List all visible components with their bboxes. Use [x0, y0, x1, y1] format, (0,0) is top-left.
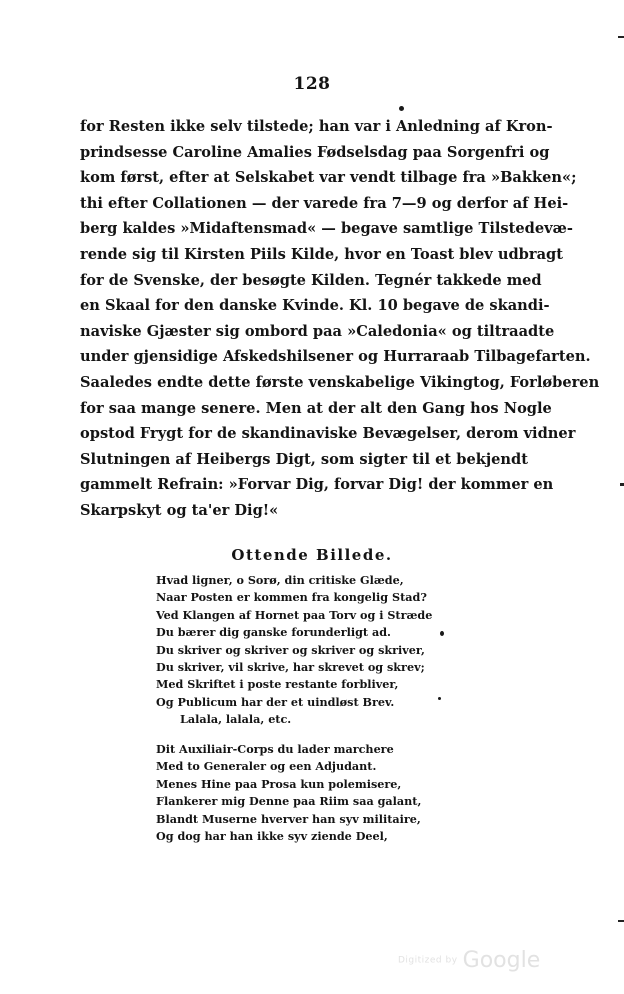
ink-speck [440, 631, 444, 636]
ink-speck [438, 697, 441, 700]
watermark-brand: Google [462, 948, 541, 973]
digitizer-watermark [398, 948, 540, 973]
verse-line: Ved Klangen af Hornet paa Torv og i Stræde [156, 607, 433, 622]
body-line: for saa mange senere. Men at der alt den Gang hos Nogle [80, 399, 552, 417]
section-heading: Ottende Billede. [231, 546, 393, 564]
margin-mark [620, 483, 624, 486]
body-line: rende sig til Kirsten Piils Kilde, hvor en Toast blev udbragt [80, 245, 563, 263]
body-line: opstod Frygt for de skandinaviske Bevægelser, derom vidner [80, 425, 576, 443]
body-line: for Resten ikke selv tilstede; han var i Anledning af Kron- [80, 118, 553, 135]
body-line: kom først, efter at Selskabet var vendt tilbage fra »Bakken«; [80, 169, 577, 187]
body-text [80, 114, 600, 524]
verse-line: Hvad ligner, o Sorø, din critiske Glæde, [156, 573, 404, 587]
verse-stanza-2 [156, 741, 456, 845]
verse-line: Dit Auxiliair-Corps du lader marchere [156, 742, 394, 756]
margin-mark [618, 36, 624, 38]
body-line: gammelt Refrain: »Forvar Dig, forvar Dig! der kommer en [80, 476, 554, 494]
body-line: Skarpskyt og ta'er Dig!« [80, 501, 279, 519]
verse-line: Menes Hine paa Prosa kun polemisere, [156, 776, 402, 791]
verse-line: Flankerer mig Denne paa Riim saa galant, [156, 794, 422, 809]
verse-line: Naar Posten er kommen fra kongelig Stad? [156, 590, 427, 605]
watermark-small-text: Digitized by [398, 955, 458, 966]
page-number: 128 [293, 74, 331, 94]
verse-line: Du bærer dig ganske forunderligt ad. [156, 625, 391, 640]
verse-line: Blandt Muserne hverver han syv militaire, [156, 811, 421, 826]
ink-speck [399, 106, 404, 111]
body-line: Slutningen af Heibergs Digt, som sigter til et bekjendt [80, 450, 528, 468]
body-line: berg kaldes »Midaftensmad« — begave samtlige Tilstedevæ- [80, 220, 573, 238]
verse-line: Og Publicum har der et uindløst Brev. [156, 694, 395, 709]
body-line: for de Svenske, der besøgte Kilden. Tegnér takkede med [80, 271, 542, 289]
body-line: prindsesse Caroline Amalies Fødselsdag paa Sorgenfri og [80, 143, 550, 161]
body-line: Saaledes endte dette første venskabelige Vikingtog, Forløberen [80, 373, 600, 391]
body-line: thi efter Collationen — der varede fra 7—9 og derfor af Hei- [80, 194, 569, 212]
verse-line: Du skriver og skriver og skriver og skriver, [156, 642, 425, 657]
verse-line: Og dog har han ikke syv ziende Deel, [156, 828, 388, 843]
verse-refrain: Lalala, lalala, etc. [180, 712, 292, 727]
margin-mark [618, 920, 624, 922]
verse-line: Med to Generaler og een Adjudant. [156, 759, 377, 774]
body-line: under gjensidige Afskedshilsener og Hurraraab Tilbagefarten. [80, 348, 591, 366]
verse-line: Med Skriftet i poste restante forbliver, [156, 677, 399, 692]
verse-stanza-1 [156, 572, 456, 729]
verse-line: Du skriver, vil skrive, har skrevet og skrev; [156, 659, 425, 674]
body-line: en Skaal for den danske Kvinde. Kl. 10 begave de skandi- [80, 297, 550, 315]
body-line: naviske Gjæster sig ombord paa »Caledonia« og tiltraadte [80, 322, 555, 340]
